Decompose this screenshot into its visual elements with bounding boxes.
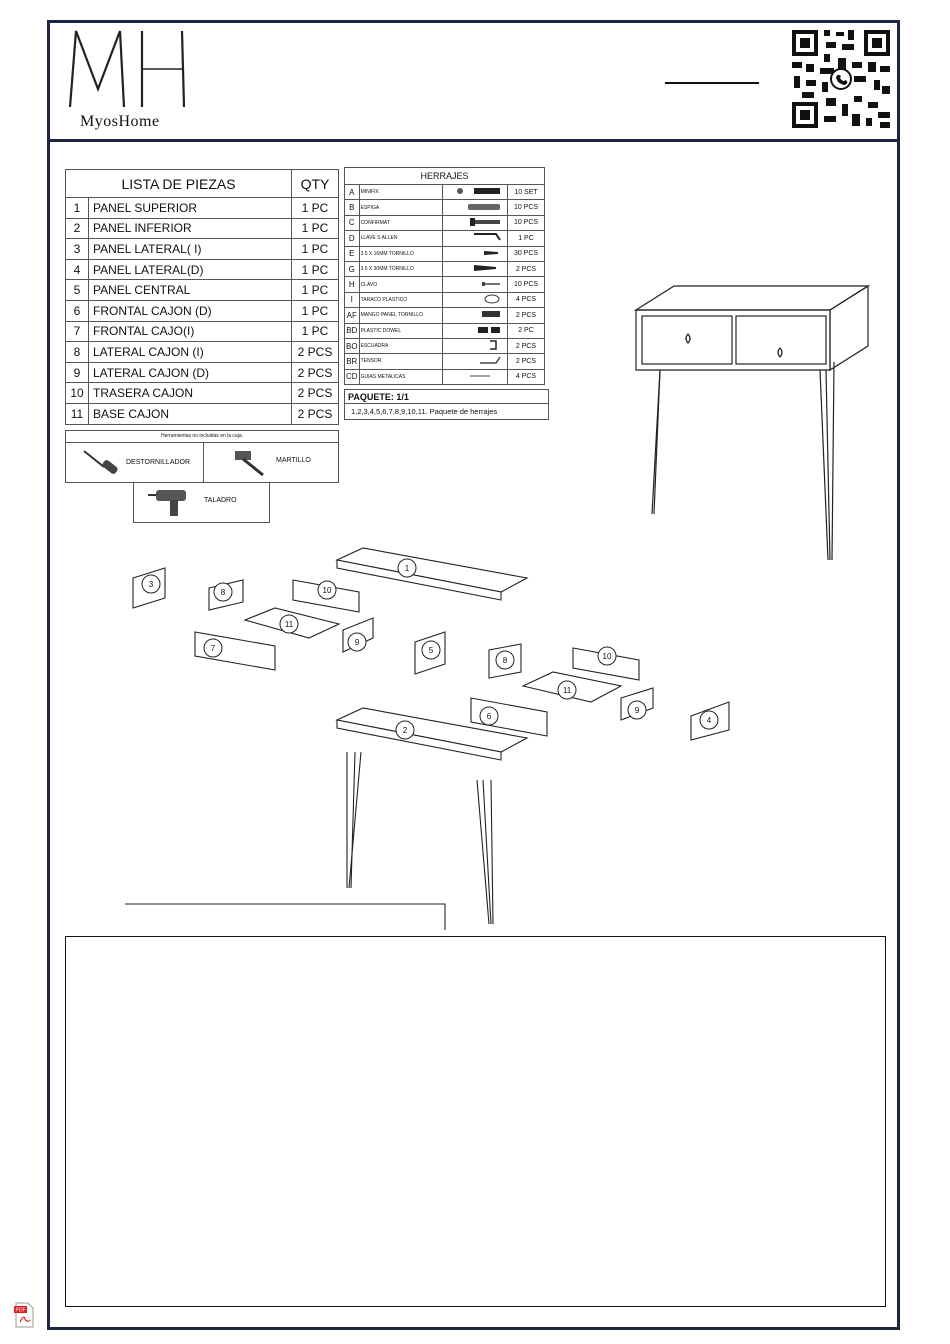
part-callout: 8 (220, 588, 226, 597)
hardware-code: G (345, 261, 360, 276)
table-row (66, 403, 339, 424)
part-callout: 9 (634, 706, 640, 715)
hardware-code: E (345, 246, 360, 261)
part-name: FRONTAL CAJON (D) (89, 300, 292, 321)
hardware-code: CD (345, 369, 360, 384)
hardware-icon (443, 215, 508, 230)
table-row (345, 277, 545, 292)
hardware-qty: 4 PCS (508, 292, 545, 307)
table-row (66, 280, 339, 301)
hardware-name: CONFIRMAT (359, 215, 442, 230)
hardware-icon (443, 323, 508, 338)
hammer-label: MARTILLO (276, 457, 311, 464)
part-callout: 6 (486, 712, 492, 721)
hardware-name: GUIAS METALICAS (359, 369, 442, 384)
exploded-assembly-diagram (125, 540, 745, 930)
hardware-icon (443, 308, 508, 323)
part-name: PANEL SUPERIOR (89, 198, 292, 219)
assembled-console-illustration (630, 280, 870, 565)
hardware-icon (443, 261, 508, 276)
table-row (345, 231, 545, 246)
hardware-qty: 2 PCS (508, 308, 545, 323)
part-number: 4 (66, 259, 89, 280)
hardware-code: I (345, 292, 360, 307)
table-row (66, 259, 339, 280)
hardware-name: MANGO PANEL TORNILLO (359, 308, 442, 323)
hardware-qty: 10 SET (508, 185, 545, 200)
drill-label: TALADRO (204, 497, 237, 504)
hardware-icon (443, 292, 508, 307)
package-box (344, 389, 549, 420)
pdf-badge-label: PDF (15, 1307, 26, 1314)
hardware-qty: 10 PCS (508, 215, 545, 230)
part-callout: 10 (322, 586, 332, 595)
part-name: FRONTAL CAJO(I) (89, 321, 292, 342)
hardware-table (344, 167, 545, 385)
hardware-qty: 10 PCS (508, 277, 545, 292)
part-callout: 5 (428, 646, 434, 655)
part-name: LATERAL CAJON (D) (89, 362, 292, 383)
part-qty: 1 PC (292, 239, 339, 260)
hardware-name: 3.5 X 16MM TORNILLO (359, 246, 442, 261)
parts-list-table (65, 169, 339, 425)
table-row (66, 198, 339, 219)
hardware-qty: 2 PCS (508, 338, 545, 353)
part-number: 5 (66, 280, 89, 301)
part-qty: 1 PC (292, 300, 339, 321)
table-row (66, 218, 339, 239)
brand-name: MyosHome (80, 113, 160, 130)
hardware-code: C (345, 215, 360, 230)
hardware-name: LLAVE S ALLEN (359, 231, 442, 246)
package-label: PAQUETE: 1/1 (348, 392, 409, 402)
hardware-icon (443, 185, 508, 200)
part-number: 10 (66, 383, 89, 404)
part-number: 3 (66, 239, 89, 260)
hardware-name: 3.5 X 30MM TORNILLO (359, 261, 442, 276)
hardware-name: MINIFIX (359, 185, 442, 200)
brand-logo (60, 27, 190, 112)
part-name: BASE CAJON (89, 403, 292, 424)
part-name: PANEL CENTRAL (89, 280, 292, 301)
drill-icon (146, 486, 196, 518)
table-row (345, 292, 545, 307)
part-name: TRASERA CAJON (89, 383, 292, 404)
hardware-qty: 2 PC (508, 323, 545, 338)
part-callout: 9 (354, 638, 360, 647)
table-row (345, 215, 545, 230)
tools-header: Herramientas no incluidas en la caja. (66, 431, 338, 443)
table-row (345, 261, 545, 276)
table-row (66, 321, 339, 342)
part-qty: 1 PC (292, 198, 339, 219)
hardware-code: BR (345, 354, 360, 369)
hardware-icon (443, 338, 508, 353)
hardware-qty: 10 PCS (508, 200, 545, 215)
screwdriver-label: DESTORNILLADOR (126, 459, 191, 466)
tools-divider (203, 442, 204, 482)
table-row (66, 300, 339, 321)
hammer-icon (231, 447, 271, 479)
part-name: PANEL LATERAL( I) (89, 239, 292, 260)
hardware-code: H (345, 277, 360, 292)
hardware-qty: 2 PCS (508, 354, 545, 369)
part-qty: 1 PC (292, 321, 339, 342)
hardware-qty: 1 PC (508, 231, 545, 246)
part-qty: 2 PCS (292, 403, 339, 424)
hardware-qty: 30 PCS (508, 246, 545, 261)
part-qty: 1 PC (292, 280, 339, 301)
part-qty: 2 PCS (292, 342, 339, 363)
hardware-name: ESCUADRA (359, 338, 442, 353)
part-number: 8 (66, 342, 89, 363)
part-number: 2 (66, 218, 89, 239)
part-callout: 11 (562, 686, 572, 695)
hardware-name: TARACO PLASTICO (359, 292, 442, 307)
tools-box (65, 430, 339, 483)
package-contents: 1,2,3,4,5,6,7,8,9,10,11. Paquete de herrajes (351, 407, 498, 416)
part-qty: 2 PCS (292, 383, 339, 404)
parts-list-title: LISTA DE PIEZAS (66, 170, 292, 198)
hardware-icon (443, 200, 508, 215)
hardware-qty: 4 PCS (508, 369, 545, 384)
table-row (66, 362, 339, 383)
hardware-name: TENSOR (359, 354, 442, 369)
hardware-name: ESPIGA (359, 200, 442, 215)
hardware-icon (443, 369, 508, 384)
part-number: 7 (66, 321, 89, 342)
qty-header: QTY (292, 170, 339, 198)
table-row (66, 239, 339, 260)
part-number: 6 (66, 300, 89, 321)
hardware-name: CLAVO (359, 277, 442, 292)
drill-box (133, 482, 270, 523)
table-row (66, 342, 339, 363)
hardware-code: BO (345, 338, 360, 353)
part-qty: 1 PC (292, 218, 339, 239)
hardware-name: PLASTIC DOWEL (359, 323, 442, 338)
notes-box (65, 936, 886, 1307)
part-callout: 11 (284, 620, 294, 629)
part-callout: 1 (404, 564, 410, 573)
part-callout: 7 (210, 644, 216, 653)
hardware-icon (443, 246, 508, 261)
part-callout: 4 (706, 716, 712, 725)
hardware-code: AF (345, 308, 360, 323)
part-callout: 10 (602, 652, 612, 661)
table-row (66, 383, 339, 404)
part-name: PANEL LATERAL(D) (89, 259, 292, 280)
pdf-file-icon[interactable] (13, 1302, 35, 1328)
table-row (345, 338, 545, 353)
table-row (345, 185, 545, 200)
part-qty: 2 PCS (292, 362, 339, 383)
part-number: 11 (66, 403, 89, 424)
part-callout: 2 (402, 726, 408, 735)
table-row (345, 369, 545, 384)
part-callout: 8 (502, 656, 508, 665)
hardware-icon (443, 277, 508, 292)
package-divider (345, 403, 548, 404)
part-number: 1 (66, 198, 89, 219)
table-row (345, 246, 545, 261)
table-row (345, 308, 545, 323)
hardware-qty: 2 PCS (508, 261, 545, 276)
hardware-title: HERRAJES (345, 168, 545, 185)
hardware-code: B (345, 200, 360, 215)
title-underline (665, 82, 759, 84)
hardware-code: A (345, 185, 360, 200)
hardware-icon (443, 354, 508, 369)
part-name: PANEL INFERIOR (89, 218, 292, 239)
qr-code-icon[interactable] (790, 28, 892, 130)
table-row (345, 354, 545, 369)
hardware-code: D (345, 231, 360, 246)
hardware-icon (443, 231, 508, 246)
part-qty: 1 PC (292, 259, 339, 280)
screwdriver-icon (80, 447, 120, 479)
part-callout: 3 (148, 580, 154, 589)
part-name: LATERAL CAJON (I) (89, 342, 292, 363)
hardware-code: BD (345, 323, 360, 338)
table-row (345, 323, 545, 338)
table-row (345, 200, 545, 215)
part-number: 9 (66, 362, 89, 383)
